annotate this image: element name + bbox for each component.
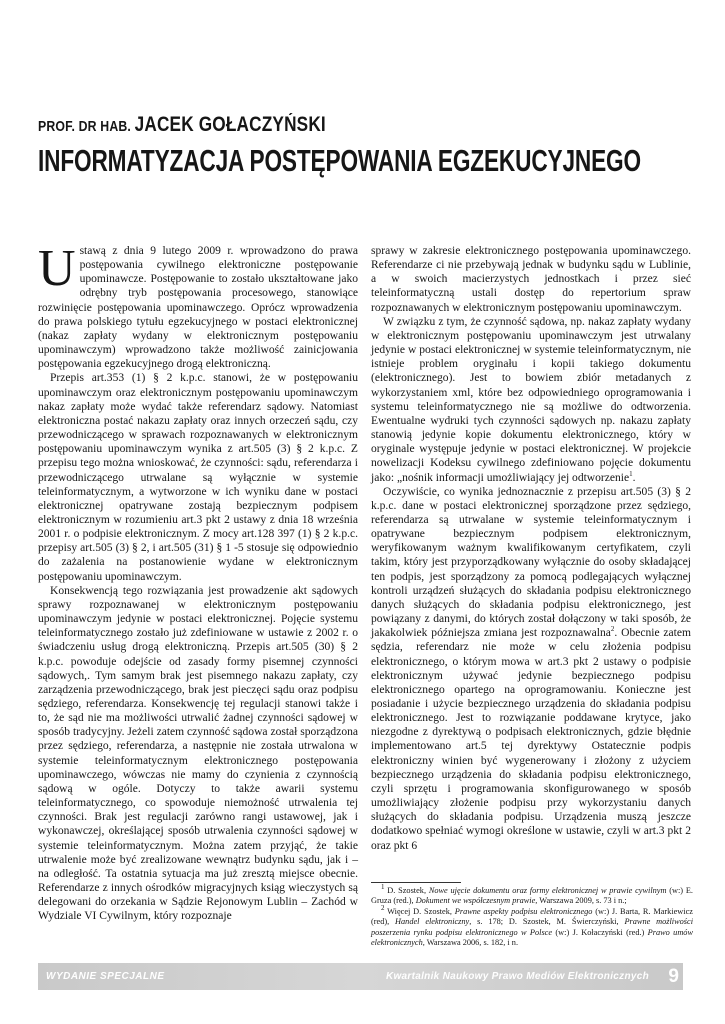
footnote-text: , Warszawa 2009, s. 73 i n.; <box>535 896 627 906</box>
drop-cap: U <box>38 240 76 297</box>
author-line <box>38 113 326 137</box>
footnote-text: , s. 178; D. Szostek, M. Świerczyński, <box>469 917 625 927</box>
author-name: JACEK GOŁACZYŃSKI <box>134 113 326 136</box>
page-number: 9 <box>668 966 679 987</box>
footnote-text: D. Szostek, <box>384 886 429 895</box>
edition-label: WYDANIE SPECJALNE <box>46 971 165 982</box>
paragraph <box>371 315 691 485</box>
footnote-title: Nowe ujęcie dokumentu oraz formy elektronicznej w prawie cywilnym <box>428 886 667 895</box>
paragraph <box>38 240 358 371</box>
footnote-title: Prawne aspekty podpisu elektronicznego <box>454 906 593 916</box>
footnote <box>371 904 694 949</box>
footnote-ref[interactable]: 1 <box>629 469 633 478</box>
journal-name: Kwartalnik Naukowy Prawo Mediów Elektronicznych <box>385 971 649 982</box>
footnote-number: 2 <box>381 904 385 913</box>
footnote-ref[interactable]: 2 <box>610 625 615 634</box>
footnote-text: , Warszawa 2006, s. 182, i n. <box>422 938 519 948</box>
footnote <box>371 883 693 907</box>
paragraph: Konsekwencją tego rozwiązania jest prowadzenie akt sądowych sprawy rozpoznawanej w elektronicznym postępowaniu upominawczym jedynie w postaci elektronicznej. Pojęcie systemu teleinformatycznego zostało już zdefiniowane w ustawie z 2002 r. o świadczeniu usług drogą elektroniczną. Przepis art.505 (30) § 2 k.p.c. powoduje odejście od zasady formy pisemnej czynności sądowych,. Tym samym brak jest pisemnego nakazu zapłaty, czy zarządzenia przewodniczącego, brak jest pieczęci sądu oraz podpisu sędziego, referendarza. Konsekwencję tej regulacji stanowi także i to, że sąd nie ma możliwości utrwalić żadnej czynności sądowej w sposób tradycyjny. Jeżeli zatem czynność sądowa został sporządzona przez sędziego, referendarza, a następnie nie została utrwalona w systemie teleinformatycznym elektronicznego postępowania upominawczego, wówczas nie mamy do czynienia z czynnością sądową w ogóle. Dotyczy to także awarii systemu teleinformatycznego, co spowoduje niemożność utrwalenia tej czynności. Brak jest regulacji zarówno rangi ustawowej, jak i wykonawczej, określającej sposób utrwalenia czynności sądowej w systemie teleinformatycznym. Można zatem przyjąć, że takie utrwalenie może być zrealizowane wewnątrz budynku sądu, jak i – na odległość. Ta ostatnia sytuacja ma już zresztą miejsce obecnie. Referendarze z innych ośrodków migracyjnych ksiąg wieczystych są delegowani do orzekania w Sądzie Rejonowym Lublin – Zachód w Wydziale VI Cywilnym, który rozpoznaje <box>38 584 358 923</box>
paragraph: sprawy w zakresie elektronicznego postępowania upominawczego. Referendarze ci nie przebywają jednak w budynku sądu w Lublinie, a w swoich macierzystych jednostkach i przez sieć teleinformatyczną ustali dostęp do repertorium spraw rozpoznawanych w elektronicznym postępowaniu upominawczym. <box>371 245 691 314</box>
paragraph-text: stawą z dnia 9 lutego 2009 r. wprowadzono do prawa postępowania cywilnego elektroniczne postępowanie upominawcze. Postępowanie to zostało ukształtowane jako odrębny tryb postępowania procesowego, stanowiące rozwinięcie postępowania upominawczego. Oprócz wprowadzenia do prawa polskiego tytułu egzekucyjnego w postaci elektronicznej (nakaz zapłaty wydany w elektronicznym postępowaniu upominawczym) wprowadzono także możliwość zainicjowania postępowania egzekucyjnego drogą elektroniczną. <box>38 245 358 371</box>
right-column <box>371 244 691 853</box>
footnote-text: (w:) J. Barta, R. Markiewicz (red), <box>371 906 693 927</box>
footnote-text: Więcej D. Szostek, <box>384 906 455 916</box>
paragraph-text: W związku z tym, że czynność sądowa, np. nakaz zapłaty wydany w elektronicznym postępowaniu upominawczym jest utrwalany jedynie w postaci elektronicznej w systemie teleinformatycznym, nie istnieje problem oryginału i kopii takiego dokumentu (elektronicznego). Jest to bowiem zbiór metadanych z wykorzystaniem xml, które bez odpowiedniego oprogramowania i systemu teleinformatycznego nie są możliwe do odtworzenia. Ewentualne wydruki tych czynności sądowych np. nakazu zapłaty stanowią jedynie kopie dokumentu elektronicznego, który w oryginale występuje jedynie w postaci elektronicznej. W projekcie nowelizacji Kodeksu cywilnego zdefiniowano pojęcie dokumentu jako: „nośnik informacji umożliwiający jej odtworzenie <box>371 315 691 484</box>
paragraph-text: . Obecnie zatem sędzia, referendarz nie może w celu złożenia podpisu elektronicznego, o którym mowa w art.3 pkt 2 ustawy o podpisie elektronicznym używać jedynie bezpiecznego podpisu elektronicznego opartego na oprogramowaniu. Konieczne jest posiadanie i użycie bezpiecznego urządzenia do składania podpisu elektronicznego. Jest to rozwiązanie poddawane krytyce, jako niezgodne z dyrektywą o podpisach elektronicznych, gdzie błędnie implementowano art.5 tej dyrektywy Ostatecznie podpis elektroniczny winien być wygenerowany i złożony z użyciem bezpiecznego urządzenia do składania podpisu elektronicznego, czyli sprzętu i programowania skonfigurowanego w sposób umożliwiający złożenie podpisu przy wykorzystaniu danych służących do składania podpisu. Urządzenia muszą jeszcze dodatkowo spełniać wymogi określone w ustawie, czyli w art.3 pkt 2 oraz pkt 6 <box>371 627 691 852</box>
article-title: INFORMATYZACJA POSTĘPOWANIA EGZEKUCYJNEGO <box>38 143 641 178</box>
left-column <box>38 240 358 924</box>
author-prefix: PROF. DR HAB. <box>38 118 132 135</box>
page-footer <box>38 963 683 990</box>
paragraph-text: Oczywiście, co wynika jednoznacznie z przepisu art.505 (3) § 2 k.p.c. dane w postaci elektronicznej sporządzone przez sędziego, referendarza są utrwalane w systemie teleinformatycznym i opatrywane bezpiecznym podpisem elektronicznym, weryfikowanym ważnym kwalifikowanym certyfikatem, czyli takim, który jest przyporządkowany wyłącznie do osoby składającej ten podpis, jest sporządzony za pomocą podlegających wyłącznej kontroli urządzeń służących do składania podpisu elektronicznego danych służących do składania podpisu elektronicznego, jest powiązany z danymi, do których został dołączony w taki sposób, że jakakolwiek późniejsza zmiana jest rozpoznawalna <box>371 485 691 640</box>
footnote-text: (w:) E. Gruza (red.), <box>371 886 693 906</box>
footnote-title: Prawne możliwości poszerzenia rynku podpisu elektronicznego w Polsce <box>371 917 694 937</box>
footnote-number: 1 <box>381 883 385 892</box>
footnote-title: Prawo umów elektronicznych <box>371 927 693 948</box>
footnote-title: Handel elektroniczny <box>395 917 470 927</box>
paragraph-text: . <box>632 471 636 484</box>
paragraph: Przepis art.353 (1) § 2 k.p.c. stanowi, że w postępowaniu upominawczym oraz elektronicznym postępowaniu upominawczym nakaz zapłaty może wydać także referendarz sądowy. Natomiast elektroniczna postać nakazu zapłaty oraz innych orzeczeń sądu, czy przewodniczącego w sprawach rozpoznawanych w elektronicznym postępowaniu upominawczym wynika z art.505 (3) § 2 k.p.c. Z przepisu tego można wnioskować, że czynności: sądu, referendarza i przewodniczącego utrwalane są wyłącznie w systemie teleinformatycznym, a wytworzone w ich wyniku dane w postaci elektronicznej opatrywane zostają bezpiecznym podpisem elektronicznym w rozumieniu art.3 pkt 2 ustawy z dnia 18 września 2001 r. o podpisie elektronicznym. Z mocy art.128 397 (1) § 2 k.p.c. przepisy art.505 (3) § 2, i art.505 (31) § 1 -5 stosuje się odpowiednio do zażalenia na postanowienie wydane w elektronicznym postępowaniu upominawczym. <box>38 372 358 583</box>
footnote-text: (w:) J. Kołaczyński (red.) <box>552 927 648 937</box>
footnote-title: Dokument we współczesnym prawie <box>415 896 536 906</box>
paragraph <box>371 485 691 853</box>
footnotes <box>371 883 694 948</box>
